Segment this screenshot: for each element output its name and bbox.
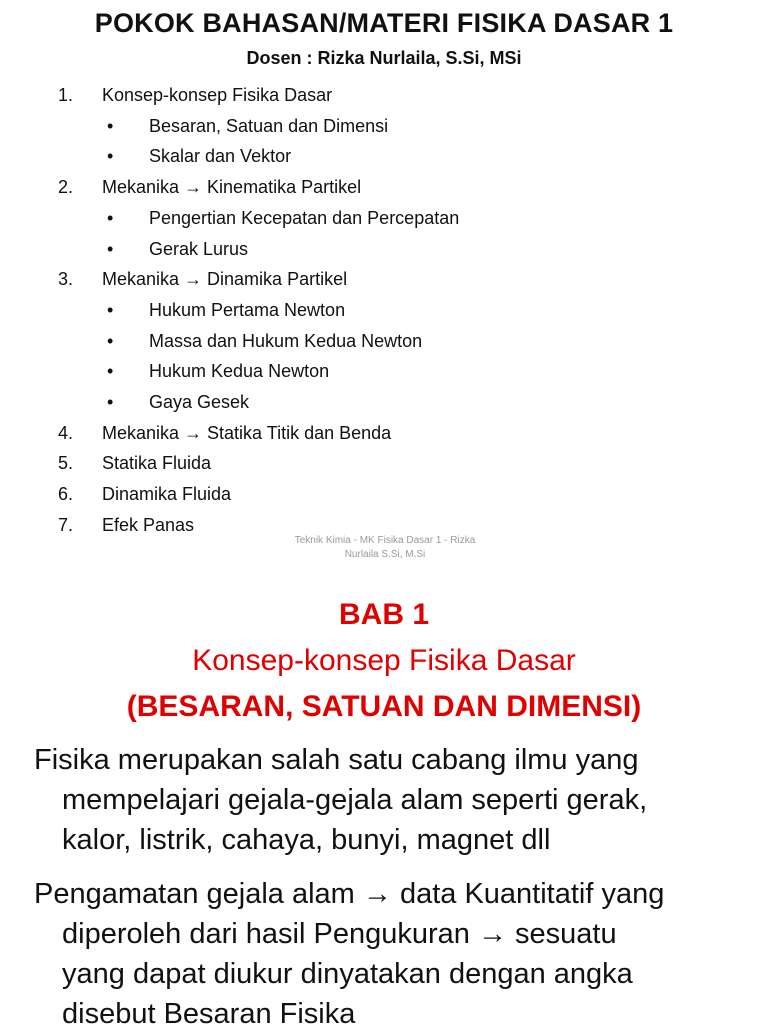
lecturer-line: Dosen : Rizka Nurlaila, S.Si, MSi bbox=[246, 48, 522, 68]
subtopic-label: Hukum Pertama Newton bbox=[149, 299, 346, 320]
outline-subtopic bbox=[0, 141, 768, 171]
subtopic-label: Gaya Gesek bbox=[149, 392, 250, 412]
paragraph-line: disebut Besaran Fisika bbox=[62, 998, 356, 1030]
bullet-icon: • bbox=[107, 392, 114, 412]
footer-line: Nurlaila S.Si, M.Si bbox=[344, 549, 426, 560]
footer-line: Teknik Kimia - MK Fisika Dasar 1 - Rizka bbox=[294, 535, 476, 546]
subtopic-label: Massa dan Hukum Kedua Newton bbox=[149, 330, 423, 351]
topic-label: Mekanika → Kinematika Partikel bbox=[102, 177, 362, 198]
subtopic-label: Skalar dan Vektor bbox=[149, 146, 292, 167]
bullet-icon: • bbox=[107, 330, 114, 351]
paragraph-physics-definition bbox=[34, 740, 710, 860]
topic-label: Efek Panas bbox=[102, 514, 195, 535]
outline-topic bbox=[0, 264, 768, 294]
topic-label: Dinamika Fluida bbox=[102, 484, 232, 505]
topic-number: 6. bbox=[58, 484, 74, 505]
topic-number: 7. bbox=[58, 514, 74, 535]
topic-number: 1. bbox=[58, 85, 74, 105]
topic-label: Statika Fluida bbox=[102, 453, 212, 474]
bullet-icon: • bbox=[107, 115, 114, 136]
topic-label: Konsep-konsep Fisika Dasar bbox=[102, 85, 333, 105]
chapter-subtitle: (BESARAN, SATUAN DAN DIMENSI) bbox=[126, 690, 642, 723]
page-title: POKOK BAHASAN/MATERI FISIKA DASAR 1 bbox=[94, 8, 674, 38]
outline-topic bbox=[0, 479, 768, 509]
outline-subtopic bbox=[0, 356, 768, 386]
paragraph-line: Pengamatan gejala alam → data Kuantitatif yang bbox=[34, 878, 665, 910]
outline-subtopic bbox=[0, 295, 768, 325]
topic-number: 2. bbox=[58, 177, 74, 198]
subtopic-label: Besaran, Satuan dan Dimensi bbox=[149, 115, 389, 136]
outline-subtopic bbox=[0, 234, 768, 264]
outline-topic bbox=[0, 80, 768, 110]
outline-topic bbox=[0, 418, 768, 448]
slide-footer bbox=[260, 534, 510, 562]
topic-number: 4. bbox=[58, 422, 74, 443]
bullet-icon: • bbox=[107, 299, 114, 320]
subtopic-label: Hukum Kedua Newton bbox=[149, 361, 330, 382]
paragraph-physical-quantity bbox=[34, 874, 710, 1034]
outline-topic bbox=[0, 172, 768, 202]
chapter-label: BAB 1 bbox=[338, 598, 429, 631]
outline-subtopic bbox=[0, 203, 768, 233]
paragraph-line: yang dapat diukur dinyatakan dengan angka bbox=[62, 958, 633, 990]
topic-number: 5. bbox=[58, 453, 74, 474]
paragraph-line: diperoleh dari hasil Pengukuran → sesuatu bbox=[62, 918, 617, 950]
bullet-icon: • bbox=[107, 207, 114, 228]
subtopic-label: Pengertian Kecepatan dan Percepatan bbox=[149, 207, 460, 228]
topic-label: Mekanika → Dinamika Partikel bbox=[102, 269, 348, 290]
topic-label: Mekanika → Statika Titik dan Benda bbox=[102, 422, 392, 443]
paragraph-line: mempelajari gejala-gejala alam seperti gerak, bbox=[62, 784, 648, 816]
bullet-icon: • bbox=[107, 238, 114, 259]
chapter-title: Konsep-konsep Fisika Dasar bbox=[192, 644, 576, 677]
subtopic-label: Gerak Lurus bbox=[149, 238, 249, 259]
bullet-icon: • bbox=[107, 146, 114, 167]
outline-topic bbox=[0, 448, 768, 478]
outline-subtopic bbox=[0, 326, 768, 356]
bullet-icon: • bbox=[107, 361, 114, 382]
topic-number: 3. bbox=[58, 269, 74, 290]
outline-subtopic bbox=[0, 111, 768, 141]
paragraph-line: Fisika merupakan salah satu cabang ilmu yang bbox=[34, 744, 639, 776]
paragraph-line: kalor, listrik, cahaya, bunyi, magnet dll bbox=[62, 824, 551, 856]
slide-chapter-1 bbox=[0, 580, 768, 1030]
outline-subtopic bbox=[0, 387, 768, 417]
